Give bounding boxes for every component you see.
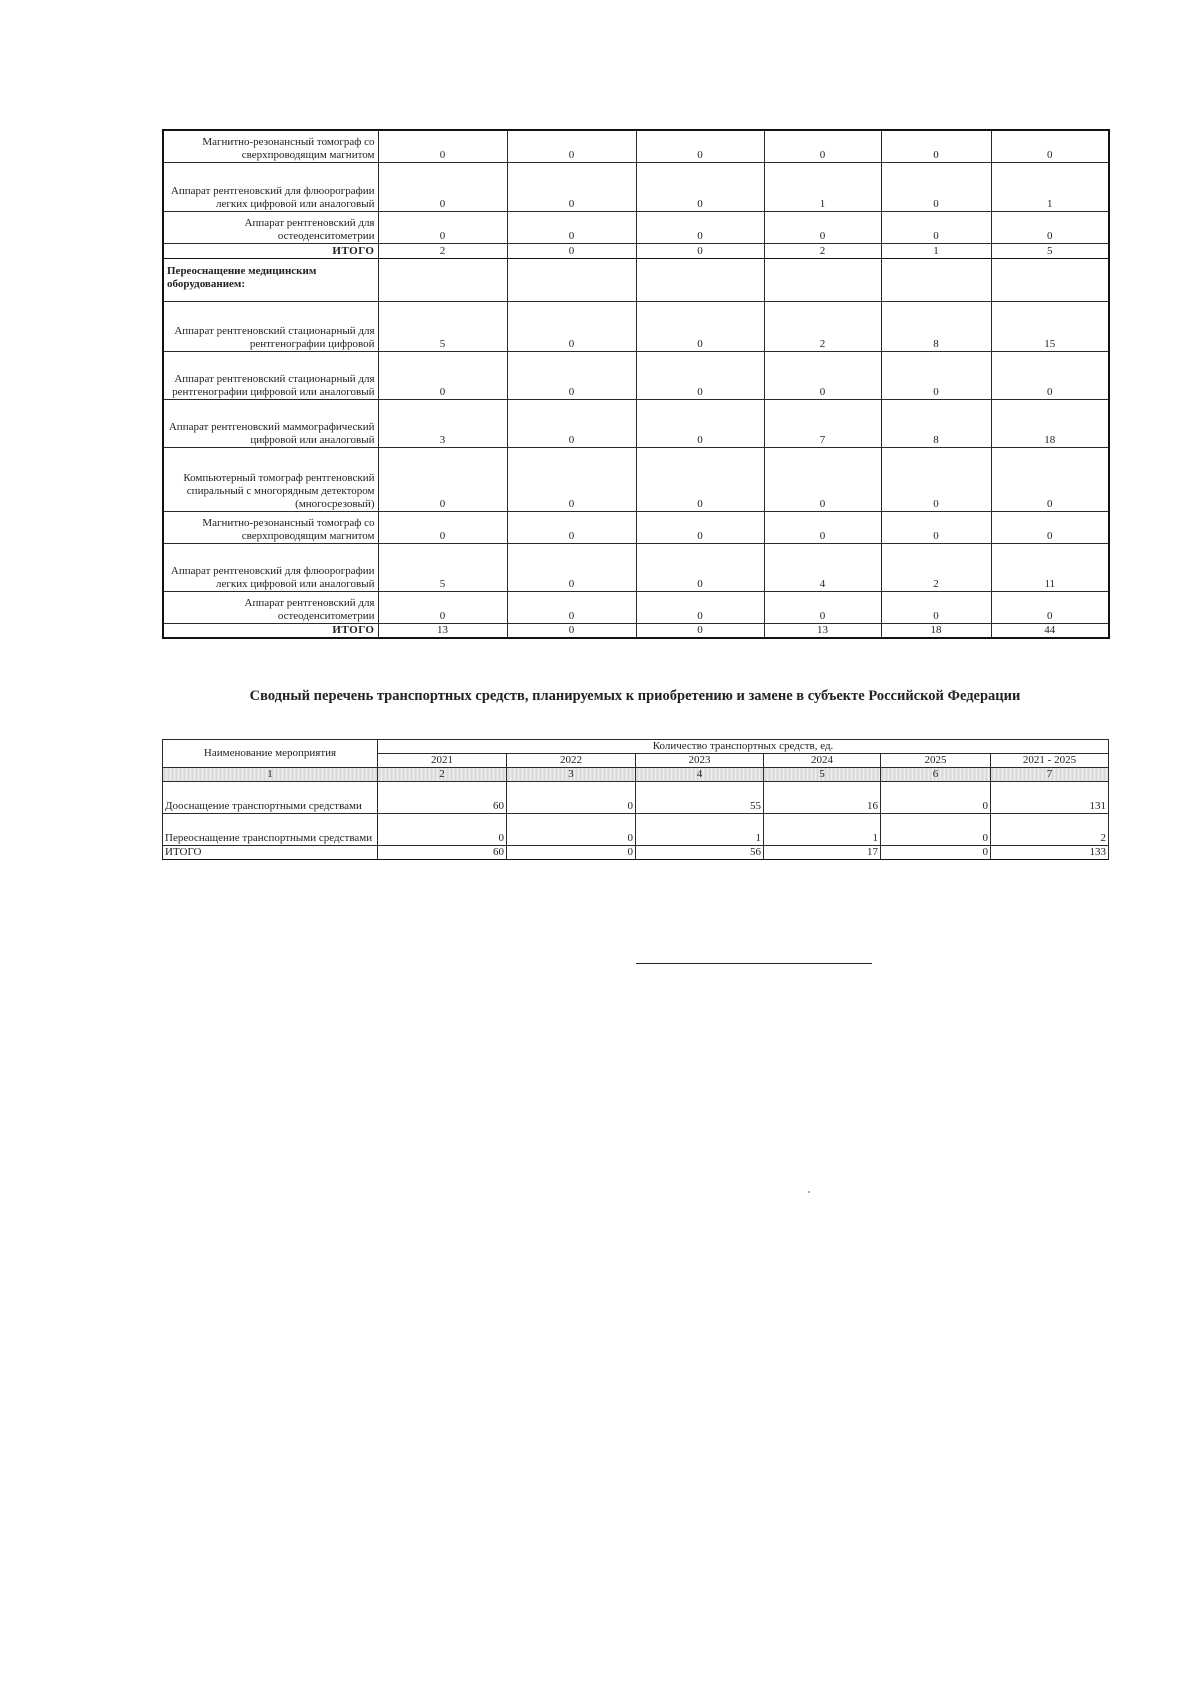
- column-index: 1: [163, 768, 378, 782]
- equipment-name: Магнитно-резонансный томограф со сверхпроводящим магнитом: [163, 511, 378, 543]
- total-row: [163, 846, 1109, 860]
- cell-2023: 0: [636, 130, 764, 162]
- cell-2021: 0: [378, 511, 507, 543]
- cell-2024: 0: [764, 211, 881, 243]
- column-index: 4: [636, 768, 764, 782]
- closing-separator-line: [636, 963, 872, 964]
- column-header-year: 2023: [636, 754, 764, 768]
- cell-2021: 0: [378, 211, 507, 243]
- cell-total: 18: [991, 399, 1109, 447]
- cell-2022: 0: [507, 447, 636, 511]
- cell-2025: 0: [881, 351, 991, 399]
- table-row: [163, 162, 1109, 211]
- equipment-name: Аппарат рентгеновский стационарный для рентгенографии цифровой или аналоговый: [163, 351, 378, 399]
- column-header-year: 2022: [507, 754, 636, 768]
- table-row: [163, 447, 1109, 511]
- cell-2021: 60: [378, 782, 507, 814]
- cell-2024: 13: [764, 623, 881, 638]
- cell-total: 0: [991, 511, 1109, 543]
- cell-2025: 0: [881, 591, 991, 623]
- table-row: [163, 591, 1109, 623]
- column-header-year: 2024: [764, 754, 881, 768]
- cell-2023: 0: [636, 351, 764, 399]
- scan-speck: [808, 1191, 810, 1193]
- cell-2021: 60: [378, 846, 507, 860]
- cell-2025: 0: [881, 511, 991, 543]
- cell-2023: 0: [636, 511, 764, 543]
- cell-2022: 0: [507, 511, 636, 543]
- column-index: 5: [764, 768, 881, 782]
- cell-2023: 0: [636, 243, 764, 258]
- cell-2025: 2: [881, 543, 991, 591]
- transport-summary-title: Сводный перечень транспортных средств, планируемых к приобретению и замене в субъекте Российской Федерации: [249, 688, 1021, 704]
- table-row: [163, 301, 1109, 351]
- cell-2023: 0: [636, 447, 764, 511]
- cell-total: 0: [991, 351, 1109, 399]
- cell-2025: 0: [881, 130, 991, 162]
- cell-2022: 0: [507, 782, 636, 814]
- cell-2024: 0: [764, 591, 881, 623]
- table-row: [163, 511, 1109, 543]
- cell-2024: 16: [764, 782, 881, 814]
- cell-total: 15: [991, 301, 1109, 351]
- equipment-name: Компьютерный томограф рентгеновский спиральный с многорядным детектором (многосрезовый): [163, 447, 378, 511]
- cell-2025: 1: [881, 243, 991, 258]
- cell-2023: 1: [636, 814, 764, 846]
- equipment-name: Аппарат рентгеновский для флюорографии легких цифровой или аналоговый: [163, 543, 378, 591]
- cell-total: 1: [991, 162, 1109, 211]
- column-index: 7: [991, 768, 1109, 782]
- total-label: ИТОГО: [163, 846, 378, 860]
- cell-2024: 7: [764, 399, 881, 447]
- cell-total: 0: [991, 447, 1109, 511]
- cell-total: 11: [991, 543, 1109, 591]
- cell-total: 131: [991, 782, 1109, 814]
- cell-2025: 0: [881, 782, 991, 814]
- cell-2022: 0: [507, 591, 636, 623]
- cell-2024: 2: [764, 301, 881, 351]
- cell-2021: 0: [378, 130, 507, 162]
- table-row: [163, 399, 1109, 447]
- cell-2025: 0: [881, 211, 991, 243]
- empty-cell: [991, 258, 1109, 301]
- cell-total: 0: [991, 130, 1109, 162]
- cell-2022: 0: [507, 623, 636, 638]
- empty-cell: [764, 258, 881, 301]
- cell-2025: 18: [881, 623, 991, 638]
- table-row: [163, 782, 1109, 814]
- cell-2023: 0: [636, 162, 764, 211]
- equipment-name: Аппарат рентгеновский для остеоденситометрии: [163, 591, 378, 623]
- cell-2021: 0: [378, 162, 507, 211]
- cell-2022: 0: [507, 846, 636, 860]
- table-row: [163, 543, 1109, 591]
- index-row: [163, 768, 1109, 782]
- cell-2023: 0: [636, 301, 764, 351]
- cell-total: 0: [991, 211, 1109, 243]
- empty-cell: [378, 258, 507, 301]
- section-heading: Переоснащение медицинским оборудованием:: [163, 258, 378, 301]
- cell-total: 5: [991, 243, 1109, 258]
- column-index: 3: [507, 768, 636, 782]
- cell-2022: 0: [507, 399, 636, 447]
- cell-2022: 0: [507, 814, 636, 846]
- cell-2021: 3: [378, 399, 507, 447]
- cell-2025: 0: [881, 162, 991, 211]
- cell-2024: 0: [764, 351, 881, 399]
- column-header-year: 2021: [378, 754, 507, 768]
- cell-total: 0: [991, 591, 1109, 623]
- cell-2025: 8: [881, 301, 991, 351]
- empty-cell: [881, 258, 991, 301]
- cell-2021: 0: [378, 591, 507, 623]
- cell-2022: 0: [507, 301, 636, 351]
- equipment-table: [162, 129, 1110, 639]
- activity-name: Дооснащение транспортными средствами: [163, 782, 378, 814]
- cell-2023: 55: [636, 782, 764, 814]
- cell-2023: 0: [636, 211, 764, 243]
- cell-2021: 5: [378, 301, 507, 351]
- equipment-name: Аппарат рентгеновский для остеоденситометрии: [163, 211, 378, 243]
- cell-2021: 5: [378, 543, 507, 591]
- cell-2024: 0: [764, 447, 881, 511]
- cell-2022: 0: [507, 211, 636, 243]
- empty-cell: [636, 258, 764, 301]
- cell-2025: 0: [881, 846, 991, 860]
- column-header-year: 2021 - 2025: [991, 754, 1109, 768]
- total-row: [163, 623, 1109, 638]
- cell-2022: 0: [507, 543, 636, 591]
- cell-2024: 2: [764, 243, 881, 258]
- cell-2021: 13: [378, 623, 507, 638]
- cell-2024: 17: [764, 846, 881, 860]
- cell-total: 2: [991, 814, 1109, 846]
- table-row: [163, 814, 1109, 846]
- column-header-name: Наименование мероприятия: [163, 740, 378, 768]
- table-row: [163, 130, 1109, 162]
- cell-2024: 0: [764, 130, 881, 162]
- column-index: 2: [378, 768, 507, 782]
- cell-2022: 0: [507, 130, 636, 162]
- equipment-name: Аппарат рентгеновский для флюорографии легких цифровой или аналоговый: [163, 162, 378, 211]
- equipment-name: Аппарат рентгеновский маммографический цифровой или аналоговый: [163, 399, 378, 447]
- section-row: [163, 258, 1109, 301]
- cell-2023: 0: [636, 543, 764, 591]
- total-label: ИТОГО: [163, 243, 378, 258]
- header-row: [163, 740, 1109, 754]
- cell-2024: 0: [764, 511, 881, 543]
- total-row: [163, 243, 1109, 258]
- cell-2024: 1: [764, 814, 881, 846]
- equipment-name: Аппарат рентгеновский стационарный для рентгенографии цифровой: [163, 301, 378, 351]
- table-row: [163, 211, 1109, 243]
- transport-table: [162, 739, 1109, 860]
- equipment-name: Магнитно-резонансный томограф со сверхпроводящим магнитом: [163, 130, 378, 162]
- cell-2021: 2: [378, 243, 507, 258]
- cell-total: 133: [991, 846, 1109, 860]
- cell-2025: 8: [881, 399, 991, 447]
- column-header-group: Количество транспортных средств, ед.: [378, 740, 1109, 754]
- empty-cell: [507, 258, 636, 301]
- table-row: [163, 351, 1109, 399]
- cell-2022: 0: [507, 243, 636, 258]
- cell-2024: 4: [764, 543, 881, 591]
- cell-2022: 0: [507, 351, 636, 399]
- cell-2023: 56: [636, 846, 764, 860]
- cell-2021: 0: [378, 351, 507, 399]
- cell-2023: 0: [636, 623, 764, 638]
- column-header-year: 2025: [881, 754, 991, 768]
- column-index: 6: [881, 768, 991, 782]
- cell-2021: 0: [378, 814, 507, 846]
- cell-2022: 0: [507, 162, 636, 211]
- cell-2021: 0: [378, 447, 507, 511]
- cell-2025: 0: [881, 814, 991, 846]
- cell-total: 44: [991, 623, 1109, 638]
- activity-name: Переоснащение транспортными средствами: [163, 814, 378, 846]
- cell-2023: 0: [636, 591, 764, 623]
- total-label: ИТОГО: [163, 623, 378, 638]
- cell-2023: 0: [636, 399, 764, 447]
- cell-2025: 0: [881, 447, 991, 511]
- cell-2024: 1: [764, 162, 881, 211]
